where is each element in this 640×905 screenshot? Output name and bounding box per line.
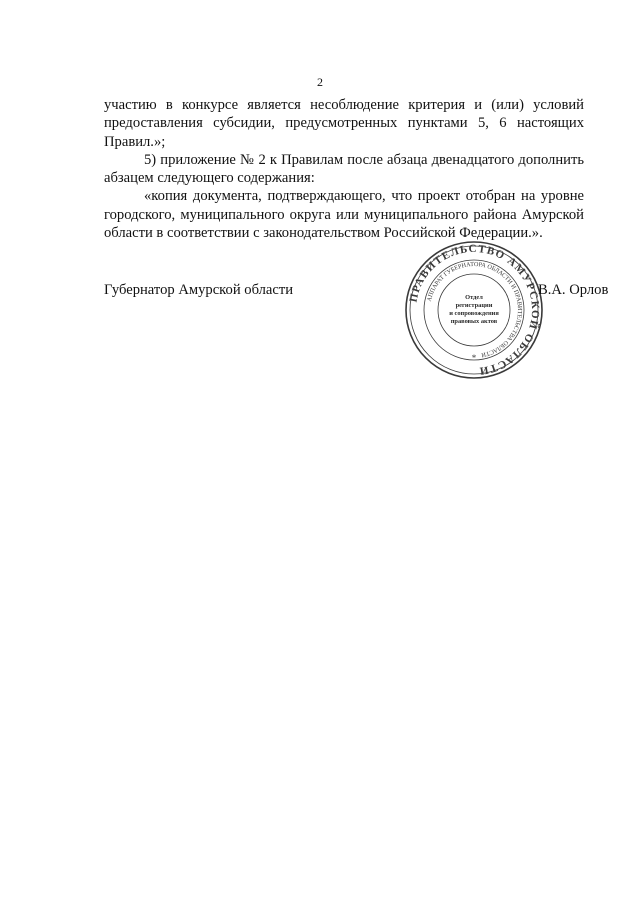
seal-star-icon: * <box>471 353 477 363</box>
seal-middle-text: АППАРАТ ГУБЕРНАТОРА ОБЛАСТИ И ПРАВИТЕЛЬСТВА ОБЛАСТИ <box>425 260 524 359</box>
signature-position: Губернатор Амурской области <box>104 282 294 298</box>
page-number: 2 <box>317 75 323 89</box>
seal-center-line-3: и сопровождения <box>449 310 499 317</box>
seal-center-line-4: правовых актов <box>450 318 498 325</box>
seal-center-line-2: регистрации <box>455 302 493 309</box>
document-body <box>104 96 584 242</box>
seal-graphic <box>404 240 544 380</box>
paragraph-item-5: 5) приложение № 2 к Правилам после абзаца двенадцатого дополнить абзацем следующего содержания: <box>104 151 584 187</box>
seal-outer-text: ПРАВИТЕЛЬСТВО АМУРСКОЙ ОБЛАСТИ <box>407 242 542 377</box>
seal-center-line-1: Отдел <box>465 294 483 301</box>
official-seal <box>404 240 544 380</box>
signature-name: В.А. Орлов <box>538 282 609 298</box>
paragraph-quote: «копия документа, подтверждающего, что проект отобран на уровне городского, муниципального округа или муниципального района Амурской области в соответствии с законодательством Российской Федерации.». <box>104 188 584 242</box>
paragraph-continuation: участию в конкурсе является несоблюдение критерия и (или) условий предоставления субсидии, предусмотренных пунктами 5, 6 настоящих Правил.»; <box>104 97 584 150</box>
